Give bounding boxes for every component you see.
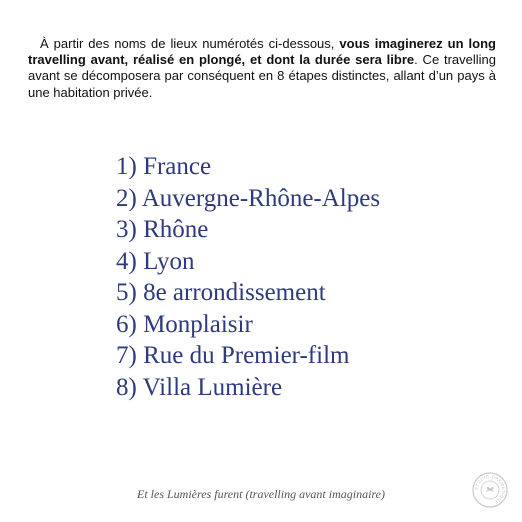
place-item-2: 2) Auvergne-Rhône-Alpes	[116, 184, 381, 212]
place-item-5: 5) 8e arrondissement	[116, 279, 326, 306]
place-item-6: 6) Monplaisir	[116, 310, 253, 338]
intro-text-part1: À partir des noms de lieux numérotés ci-dessous,	[40, 36, 340, 51]
place-item-3: 3) Rhône	[116, 216, 209, 243]
place-item-7: 7) Rue du Premier-film	[116, 342, 350, 369]
place-item-8: 8) Villa Lumière	[116, 373, 283, 401]
intro-text-bold: vous imaginerez un long travelling avant, réalisé en plongé, et dont la durée sera libre	[28, 36, 496, 68]
seal-text: STUDIO DRAMATIQUE	[473, 473, 507, 505]
place-list	[116, 151, 380, 403]
footer-caption: Et les Lumières furent (travelling avant imaginaire)	[137, 487, 385, 501]
place-item-4: 4) Lyon	[116, 247, 195, 275]
place-item-1: 1) France	[116, 153, 212, 180]
intro-text-part2: . Ce travelling avant se décomposera par conséquent en 8 étapes distinctes, allant d’un pays à une habitation privée.	[28, 52, 496, 100]
studio-seal-icon	[472, 472, 508, 508]
intro-paragraph	[28, 36, 496, 101]
